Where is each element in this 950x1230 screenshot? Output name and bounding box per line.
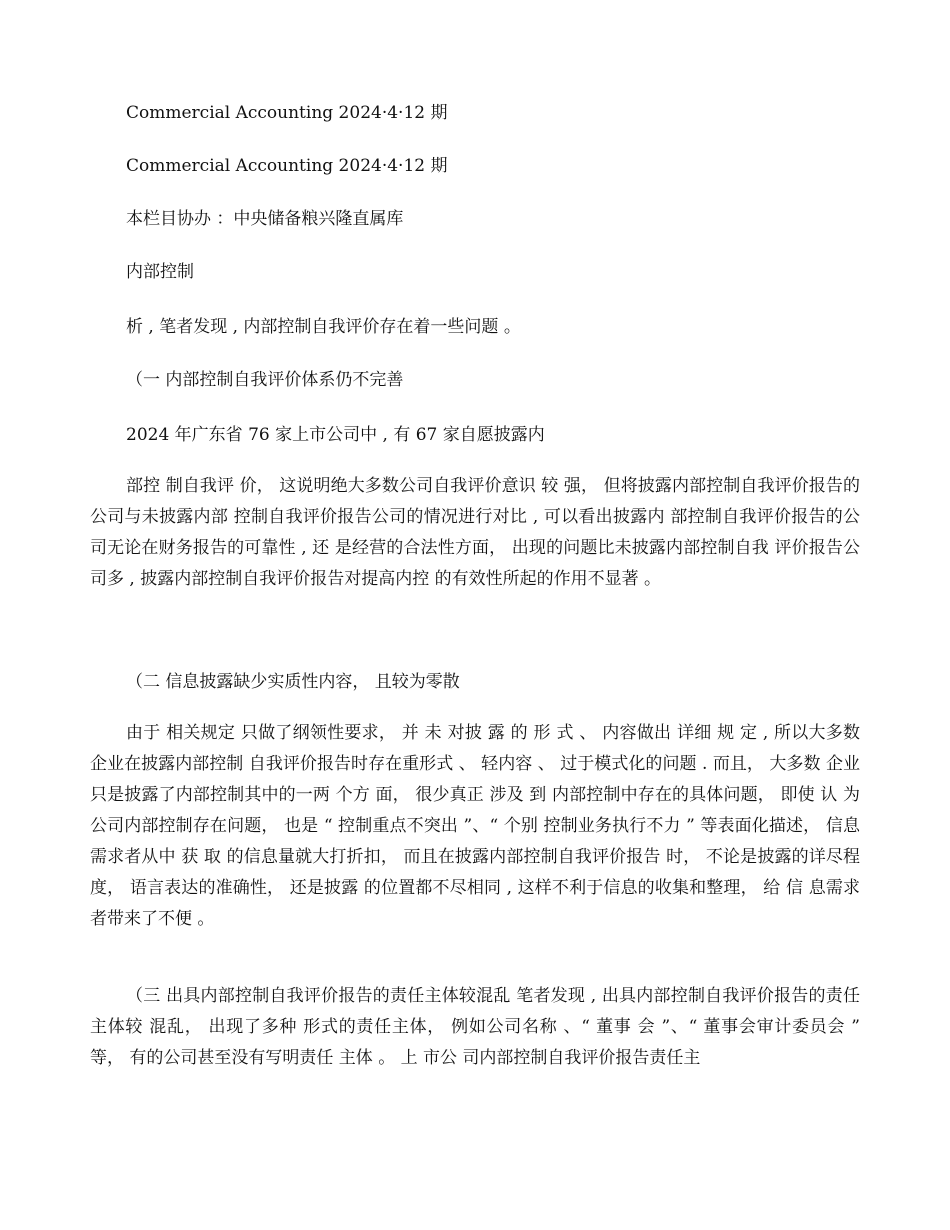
journal-header-line: Commercial Accounting 2024·4·12 期	[126, 156, 448, 176]
body-paragraph: （三 出具内部控制自我评价报告的责任主体较混乱 笔者发现 , 出具内部控制自我评价报告的责任主体较 混乱， 出现了多种 形式的责任主体， 例如公司名称 、“ 董事 会 ”、“ 董事会审计委员会 ” 等， 有的公司甚至没有写明责任 主体 。 上 市公 司内部控制自我评价报告责任主	[90, 986, 860, 1068]
body-paragraph: 部控 制自我评 价， 这说明绝大多数公司自我评价意识 较 强， 但将披露内部控制自我评价报告的公司与未披露内部 控制自我评价报告公司的情况进行对比 , 可以看出披露内 部控制自我评价报告的公司无论在财务报告的可靠性 , 还 是经营的合法性方面， 出现的问题比未披露内部控制自我 评价报告公司多 , 披露内部控制自我评价报告对提高内控 的有效性所起的作用不显著 。	[90, 476, 860, 589]
section-heading: （一 内部控制自我评价体系仍不完善	[126, 370, 404, 390]
section-heading: （二 信息披露缺少实质性内容， 且较为零散	[126, 672, 460, 692]
journal-header-line: Commercial Accounting 2024·4·12 期	[126, 103, 448, 123]
body-paragraph: 由于 相关规定 只做了纲领性要求， 并 未 对披 露 的 形 式 、 内容做出 详细 规 定 , 所以大多数企业在披露内部控制 自我评价报告时存在重形式 、 轻内容 、 过于模式化的问题 . 而且， 大多数 企业 只是披露了内部控制其中的一两 个方 面， 很少真正 涉及 到 内部控制中存在的具体问题， 即使 认 为公司内部控制存在问题， 也是 “ 控制重点不突出 ”、“ 个别 控制业务执行不力 ” 等表面化描述， 信息需求者从中 获 取 的信息量就大打折扣， 而且在披露内部控制自我评价报告 时， 不论是披露的详尽程度， 语言表达的准确性， 还是披露 的位置都不尽相同 , 这样不利于信息的收集和整理， 给 信 息需求者带来了不便 。	[90, 723, 860, 929]
column-title: 内部控制	[126, 262, 194, 282]
column-sponsor: 本栏目协办 ：中央储备粮兴隆直属库	[126, 209, 404, 229]
intro-text: 析 , 笔者发现 , 内部控制自我评价存在着一些问题 。	[126, 317, 521, 337]
stat-line: 2024 年广东省 76 家上市公司中 , 有 67 家自愿披露内	[126, 425, 545, 445]
